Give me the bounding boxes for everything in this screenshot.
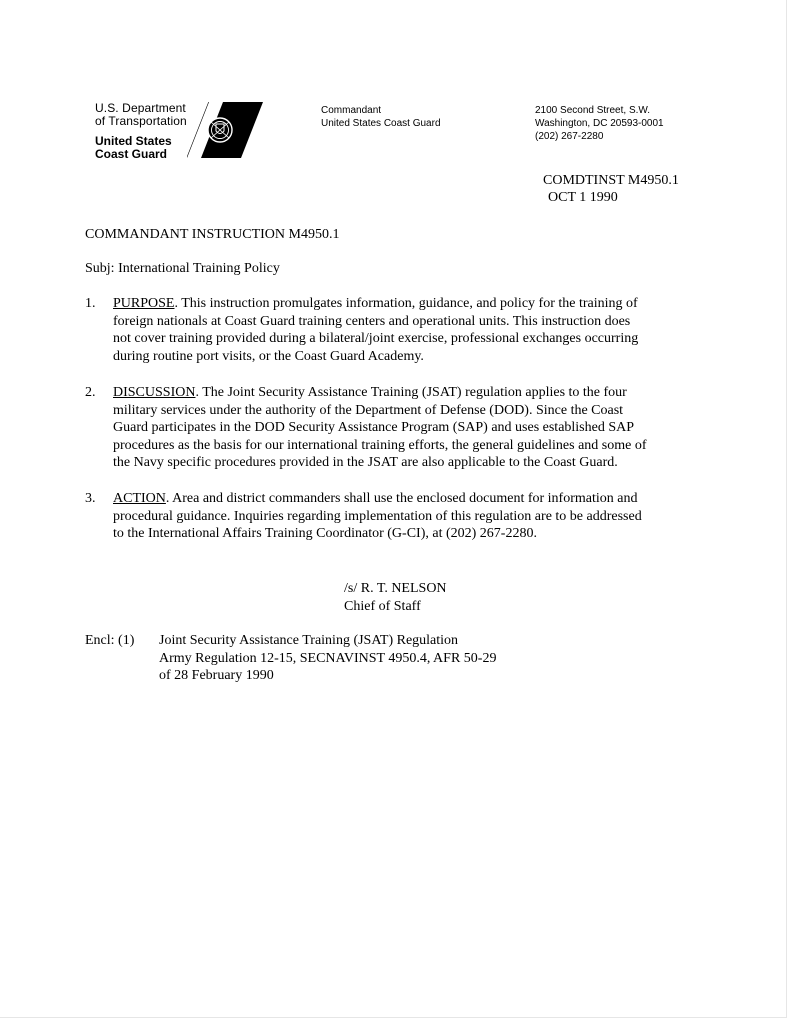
document-number: COMDTINST M4950.1 xyxy=(543,173,679,188)
department-line-2: of Transportation xyxy=(95,114,187,128)
paragraph-line: procedural guidance. Inquiries regarding implementation of this regulation are to be addressed xyxy=(113,508,642,524)
paragraph-action xyxy=(85,490,725,544)
paragraph-purpose xyxy=(85,295,725,367)
coast-guard-emblem-icon xyxy=(187,102,263,158)
enclosure-line: Army Regulation 12-15, SECNAVINST 4950.4, AFR 50-29 xyxy=(159,650,497,666)
paragraph-heading: PURPOSE xyxy=(113,296,175,311)
enclosure-block xyxy=(85,632,725,688)
enclosure-label: Encl: (1) xyxy=(85,633,135,648)
paragraph-line: military services under the authority of the Department of Defense (DOD). Since the Coast xyxy=(113,402,624,418)
enclosure-body xyxy=(159,632,496,685)
paragraph-number: 2. xyxy=(85,385,96,400)
paragraph-line: to the International Affairs Training Coordinator (G-CI), at (202) 267-2280. xyxy=(113,526,537,541)
agency-name xyxy=(95,135,172,161)
paragraph-line: foreign nationals at Coast Guard training centers and operational units. This instruction does xyxy=(113,313,631,329)
agency-line-2: Coast Guard xyxy=(95,147,168,161)
address-line-2: Washington, DC 20593-0001 xyxy=(535,118,664,129)
paragraph-number: 1. xyxy=(85,296,96,311)
signer-name: /s/ R. T. NELSON xyxy=(344,581,447,596)
paragraph-line: DISCUSSION. The Joint Security Assistance Training (JSAT) regulation applies to the four xyxy=(113,385,627,400)
paragraph-body xyxy=(113,384,713,472)
signer-title: Chief of Staff xyxy=(344,598,421,614)
paragraph-body xyxy=(113,295,713,365)
signature-block xyxy=(344,580,447,615)
paragraph-line: not cover training provided during a bilateral/joint exercise, professional exchanges occurring xyxy=(113,331,639,346)
address-line-1: 2100 Second Street, S.W. xyxy=(535,105,651,116)
department-line-1: U.S. Department xyxy=(95,101,186,115)
address-block xyxy=(535,104,664,143)
paragraph-heading: ACTION xyxy=(113,491,166,506)
paragraph-body xyxy=(113,490,713,543)
paragraph-line: during routine port visits, or the Coast Guard Academy. xyxy=(113,348,424,364)
enclosure-line: of 28 February 1990 xyxy=(159,668,274,683)
paragraph-number: 3. xyxy=(85,491,96,506)
phone-number: (202) 267-2280 xyxy=(535,131,604,142)
document-date: OCT 1 1990 xyxy=(548,190,618,205)
agency-line-1: United States xyxy=(95,134,172,148)
department-name xyxy=(95,102,187,128)
sender-block xyxy=(321,104,441,130)
document-title: COMMANDANT INSTRUCTION M4950.1 xyxy=(85,227,340,242)
paragraph-line: procedures as the basis for our international training efforts, the general guidelines and some of xyxy=(113,437,647,453)
sender-line-1: Commandant xyxy=(321,105,382,116)
paragraph-line: the Navy specific procedures provided in the JSAT are also applicable to the Coast Guard. xyxy=(113,455,618,470)
enclosure-line: Joint Security Assistance Training (JSAT) Regulation xyxy=(159,633,459,648)
subject-line: Subj: International Training Policy xyxy=(85,261,280,276)
paragraph-heading: DISCUSSION xyxy=(113,385,196,400)
paragraph-line: ACTION. Area and district commanders shall use the enclosed document for information and xyxy=(113,491,638,506)
paragraph-discussion xyxy=(85,384,725,474)
paragraph-line: Guard participates in the DOD Security Assistance Program (SAP) and uses established SAP xyxy=(113,420,635,435)
paragraph-line: PURPOSE. This instruction promulgates information, guidance, and policy for the training of xyxy=(113,296,638,311)
sender-line-2: United States Coast Guard xyxy=(321,118,441,129)
